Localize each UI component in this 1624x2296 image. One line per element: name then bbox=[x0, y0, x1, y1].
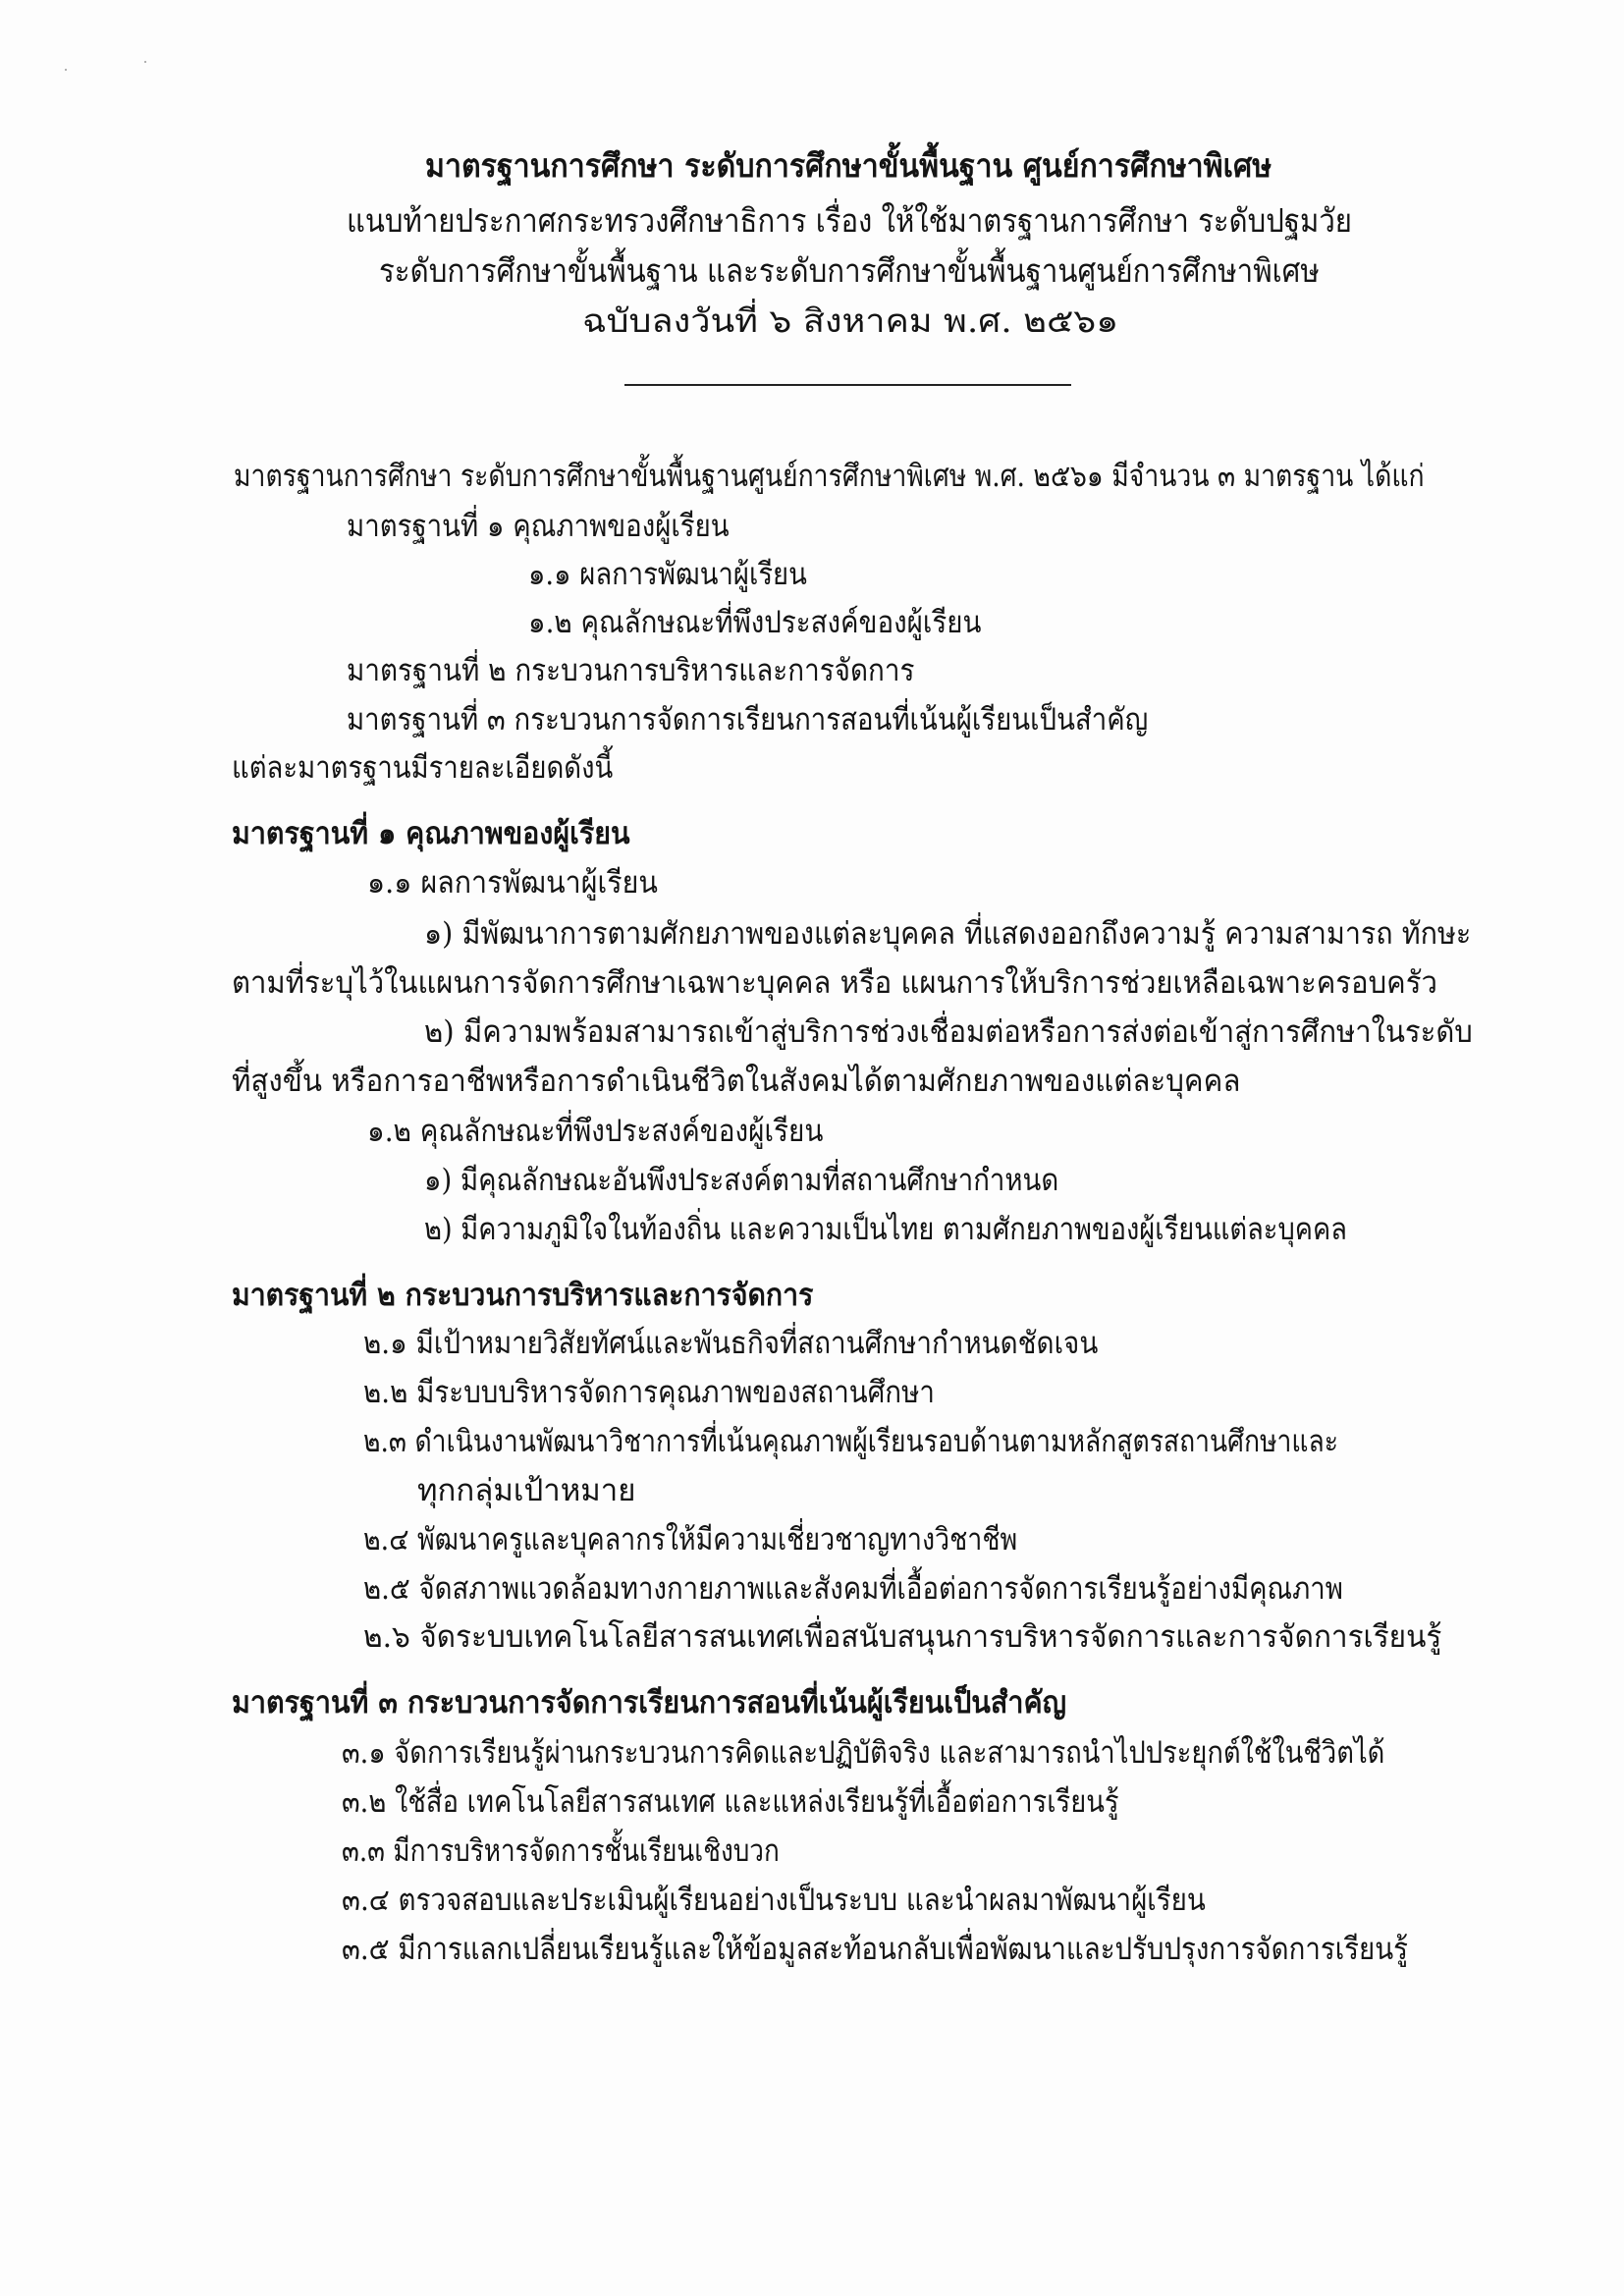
section3-item-5: ๓.๕ มีการแลกเปลี่ยนเรียนรู้และให้ข้อมูลสะท้อนกลับเพื่อพัฒนาและปรับปรุงการจัดการเรียนรู้ bbox=[342, 1932, 1408, 1967]
intro-standard-1: มาตรฐานที่ ๑ คุณภาพของผู้เรียน bbox=[347, 509, 730, 544]
section3-item-2: ๓.๒ ใช้สื่อ เทคโนโลยีสารสนเทศ และแหล่งเรียนรู้ที่เอื้อต่อการเรียนรู้ bbox=[342, 1784, 1119, 1820]
section3-item-4: ๓.๔ ตรวจสอบและประเมินผู้เรียนอย่างเป็นระบบ และนำผลมาพัฒนาผู้เรียน bbox=[342, 1883, 1206, 1918]
section2-item-2: ๒.๒ มีระบบบริหารจัดการคุณภาพของสถานศึกษา bbox=[363, 1375, 935, 1410]
intro-standard-1-1: ๑.๑ ผลการพัฒนาผู้เรียน bbox=[528, 557, 807, 592]
header-divider bbox=[624, 384, 1071, 386]
section2-item-5: ๒.๕ จัดสภาพแวดล้อมทางกายภาพและสังคมที่เอื้อต่อการจัดการเรียนรู้อย่างมีคุณภาพ bbox=[363, 1571, 1343, 1607]
section1-sub1: ๑.๑ ผลการพัฒนาผู้เรียน bbox=[367, 865, 658, 901]
scan-speck bbox=[65, 69, 67, 71]
section1-sub1-item1-line1: ๑) มีพัฒนาการตามศักยภาพของแต่ละบุคคล ที่แสดงออกถึงความรู้ ความสามารถ ทักษะ bbox=[424, 916, 1472, 952]
doc-subtitle-2: ระดับการศึกษาขั้นพื้นฐาน และระดับการศึกษาขั้นพื้นฐานศูนย์การศึกษาพิเศษ bbox=[379, 251, 1320, 290]
section1-sub1-item2-line2: ที่สูงขึ้น หรือการอาชีพหรือการดำเนินชีวิตในสังคมได้ตามศักยภาพของแต่ละบุคคล bbox=[232, 1064, 1241, 1099]
section2-item-4: ๒.๔ พัฒนาครูและบุคลากรให้มีความเชี่ยวชาญทางวิชาชีพ bbox=[363, 1522, 1018, 1558]
section1-sub2: ๑.๒ คุณลักษณะที่พึงประสงค์ของผู้เรียน bbox=[367, 1114, 824, 1149]
section1-sub2-item2: ๒) มีความภูมิใจในท้องถิ่น และความเป็นไทย ตามศักยภาพของผู้เรียนแต่ละบุคคล bbox=[424, 1212, 1347, 1247]
section3-item-1: ๓.๑ จัดการเรียนรู้ผ่านกระบวนการคิดและปฏิบัติจริง และสามารถนำไปประยุกต์ใช้ในชีวิตได้ bbox=[342, 1735, 1385, 1771]
section1-sub1-item1-line2: ตามที่ระบุไว้ในแผนการจัดการศึกษาเฉพาะบุคคล หรือ แผนการให้บริการช่วยเหลือเฉพาะครอบครัว bbox=[232, 965, 1437, 1001]
section2-item-1: ๒.๑ มีเป้าหมายวิสัยทัศน์และพันธกิจที่สถานศึกษากำหนดชัดเจน bbox=[363, 1326, 1099, 1361]
intro-standard-2: มาตรฐานที่ ๒ กระบวนการบริหารและการจัดการ bbox=[347, 653, 915, 688]
intro-standard-3: มาตรฐานที่ ๓ กระบวนการจัดการเรียนการสอนที่เน้นผู้เรียนเป็นสำคัญ bbox=[347, 702, 1149, 738]
scan-speck bbox=[144, 61, 146, 63]
section2-heading: มาตรฐานที่ ๒ กระบวนการบริหารและการจัดการ bbox=[232, 1278, 814, 1313]
section1-heading: มาตรฐานที่ ๑ คุณภาพของผู้เรียน bbox=[232, 816, 630, 851]
intro-closing: แต่ละมาตรฐานมีรายละเอียดดังนี้ bbox=[232, 750, 614, 786]
doc-subtitle-1: แนบท้ายประกาศกระทรวงศึกษาธิการ เรื่อง ให้ใช้มาตรฐานการศึกษา ระดับปฐมวัย bbox=[347, 201, 1352, 240]
section2-item-6: ๒.๖ จัดระบบเทคโนโลยีสารสนเทศเพื่อสนับสนุนการบริหารจัดการและการจัดการเรียนรู้ bbox=[363, 1619, 1442, 1655]
intro-paragraph: มาตรฐานการศึกษา ระดับการศึกษาขั้นพื้นฐานศูนย์การศึกษาพิเศษ พ.ศ. ๒๕๖๑ มีจำนวน ๓ มาตรฐาน ได้แก่ bbox=[234, 459, 1425, 494]
section3-item-3: ๓.๓ มีการบริหารจัดการชั้นเรียนเชิงบวก bbox=[342, 1833, 780, 1869]
section1-sub2-item1: ๑) มีคุณลักษณะอันพึงประสงค์ตามที่สถานศึกษากำหนด bbox=[424, 1163, 1059, 1198]
intro-standard-1-2: ๑.๒ คุณลักษณะที่พึงประสงค์ของผู้เรียน bbox=[528, 605, 982, 640]
section2-item-3-line1: ๒.๓ ดำเนินงานพัฒนาวิชาการที่เน้นคุณภาพผู้เรียนรอบด้านตามหลักสูตรสถานศึกษาและ bbox=[363, 1424, 1339, 1459]
section2-item-3-line2: ทุกกลุ่มเป้าหมาย bbox=[417, 1473, 636, 1508]
doc-date: ฉบับลงวันที่ ๖ สิงหาคม พ.ศ. ๒๕๖๑ bbox=[582, 301, 1119, 340]
section3-heading: มาตรฐานที่ ๓ กระบวนการจัดการเรียนการสอนที่เน้นผู้เรียนเป็นสำคัญ bbox=[232, 1685, 1067, 1721]
section1-sub1-item2-line1: ๒) มีความพร้อมสามารถเข้าสู่บริการช่วงเชื่อมต่อหรือการส่งต่อเข้าสู่การศึกษาในระดับ bbox=[424, 1014, 1473, 1050]
doc-title: มาตรฐานการศึกษา ระดับการศึกษาขั้นพื้นฐาน ศูนย์การศึกษาพิเศษ bbox=[425, 146, 1272, 185]
